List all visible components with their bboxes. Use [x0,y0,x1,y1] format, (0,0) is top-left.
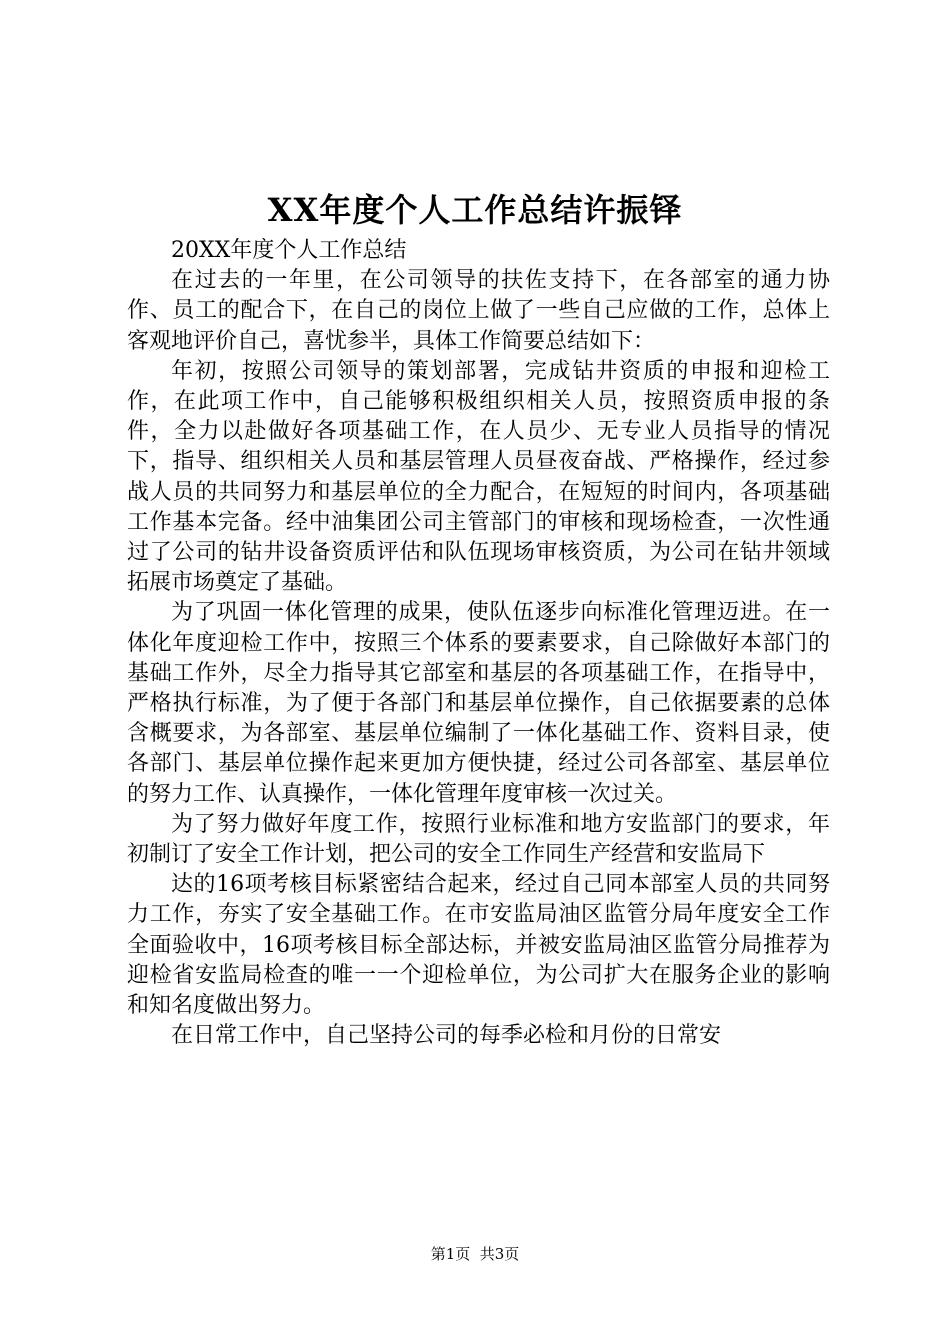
subtitle-paragraph: 20XX年度个人工作总结 [171,238,407,263]
body-paragraph: 在过去的一年里，在公司领导的扶佐支持下，在各部室的通力协作、员工的配合下，在自己的岗位上做了一些自己应做的工作，总体上客观地评价自己，喜忧参半，具体工作简要总结如下： [127,268,830,354]
body-paragraph: 为了巩固一体化管理的成果，使队伍逐步向标准化管理迈进。在一体化年度迎检工作中，按照三个体系的要素要求，自己除做好本部门的基础工作外，尽全力指导其它部室和基层的各项基础工作，在指导中，严格执行标准，为了便于各部门和基层单位操作，自己依据要素的总体含概要求，为各部室、基层单位编制了一体化基础工作、资料目录，使各部门、基层单位操作起来更加方便快捷，经过公司各部室、基层单位的努力工作、认真操作，一体化管理年度审核一次过关。 [127,600,830,807]
body-paragraph: 达的16项考核目标紧密结合起来，经过自己同本部室人员的共同努力工作，夯实了安全基础工作。在市安监局油区监管分局年度安全工作全面验收中，16项考核目标全部达标，并被安监局油区监管分局推荐为迎检省安监局检查的唯一一个迎检单位，为公司扩大在服务企业的影响和知名度做出努力。 [127,872,830,1019]
page-number: 第1页 共3页 [430,1245,520,1263]
body-paragraph: 在日常工作中，自己坚持公司的每季必检和月份的日常安 [171,1023,722,1049]
body-paragraph: 年初，按照公司领导的策划部署，完成钻井资质的申报和迎检工作，在此项工作中，自己能够积极组织相关人员，按照资质申报的条件，全力以赴做好各项基础工作，在人员少、无专业人员指导的情况下，指导、组织相关人员和基层管理人员昼夜奋战、严格操作，经过参战人员的共同努力和基层单位的全力配合，在短短的时间内，各项基础工作基本完备。经中油集团公司主管部门的审核和现场检查，一次性通过了公司的钻井设备资质评估和队伍现场审核资质，为公司在钻井领域拓展市场奠定了基础。 [127,358,830,596]
document-body [127,236,830,1051]
document-title: XX年度个人工作总结许振铎 [267,191,683,229]
body-paragraph: 为了努力做好年度工作，按照行业标准和地方安监部门的要求，年初制订了安全工作计划，把公司的安全工作同生产经营和安监局下 [127,811,830,868]
page-footer [0,1244,950,1264]
